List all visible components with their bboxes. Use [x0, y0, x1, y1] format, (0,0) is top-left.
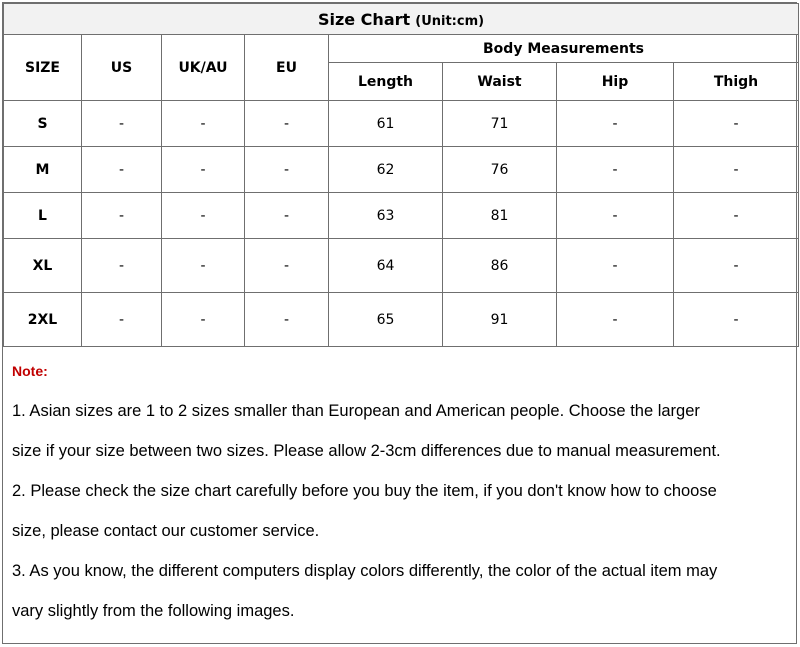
uk-au-cell: - — [162, 239, 245, 293]
header-row-1 — [4, 35, 799, 63]
column-header-waist: Waist — [443, 63, 557, 101]
waist-cell: 71 — [443, 101, 557, 147]
size-cell: XL — [4, 239, 82, 293]
size-cell: M — [4, 147, 82, 193]
hip-cell: - — [557, 293, 674, 347]
uk-au-cell: - — [162, 147, 245, 193]
waist-cell: 76 — [443, 147, 557, 193]
chart-unit: (Unit:cm) — [415, 13, 485, 29]
table-row — [4, 147, 799, 193]
column-header-eu: EU — [245, 35, 329, 101]
eu-cell: - — [245, 101, 329, 147]
table-row — [4, 193, 799, 239]
us-cell: - — [82, 193, 162, 239]
size-chart-table — [3, 3, 799, 347]
note-line: size if your size between two sizes. Please allow 2-3cm differences due to manual measurement. — [12, 442, 721, 460]
column-header-uk-au: UK/AU — [162, 35, 245, 101]
us-cell: - — [82, 101, 162, 147]
thigh-cell: - — [674, 293, 799, 347]
size-cell: L — [4, 193, 82, 239]
thigh-cell: - — [674, 239, 799, 293]
chart-title: Size Chart — [317, 9, 411, 29]
hip-cell: - — [557, 101, 674, 147]
us-cell: - — [82, 239, 162, 293]
size-cell: 2XL — [4, 293, 82, 347]
hip-cell: - — [557, 147, 674, 193]
length-cell: 61 — [329, 101, 443, 147]
size-cell: S — [4, 101, 82, 147]
note-line: 2. Please check the size chart carefully before you buy the item, if you don't know how to choose — [12, 482, 717, 500]
length-cell: 65 — [329, 293, 443, 347]
column-header-length: Length — [329, 63, 443, 101]
thigh-cell: - — [674, 147, 799, 193]
notes-section — [3, 351, 798, 643]
note-title: Note: — [12, 363, 48, 379]
length-cell: 62 — [329, 147, 443, 193]
note-line: 1. Asian sizes are 1 to 2 sizes smaller than European and American people. Choose the larger — [12, 402, 700, 420]
column-header-size: SIZE — [4, 35, 82, 101]
waist-cell: 91 — [443, 293, 557, 347]
thigh-cell: - — [674, 193, 799, 239]
us-cell: - — [82, 147, 162, 193]
uk-au-cell: - — [162, 293, 245, 347]
waist-cell: 86 — [443, 239, 557, 293]
size-chart-sheet — [2, 2, 797, 644]
thigh-cell: - — [674, 101, 799, 147]
column-header-thigh: Thigh — [674, 63, 799, 101]
note-line: vary slightly from the following images. — [12, 602, 295, 620]
uk-au-cell: - — [162, 101, 245, 147]
table-row — [4, 293, 799, 347]
length-cell: 63 — [329, 193, 443, 239]
column-group-body-measurements: Body Measurements — [329, 35, 799, 63]
note-line: size, please contact our customer service. — [12, 522, 320, 540]
eu-cell: - — [245, 239, 329, 293]
table-row — [4, 239, 799, 293]
column-header-us: US — [82, 35, 162, 101]
eu-cell: - — [245, 193, 329, 239]
eu-cell: - — [245, 147, 329, 193]
length-cell: 64 — [329, 239, 443, 293]
note-line: 3. As you know, the different computers display colors differently, the color of the actual item may — [12, 562, 718, 580]
column-header-hip: Hip — [557, 63, 674, 101]
us-cell: - — [82, 293, 162, 347]
waist-cell: 81 — [443, 193, 557, 239]
hip-cell: - — [557, 193, 674, 239]
eu-cell: - — [245, 293, 329, 347]
table-title-row — [4, 4, 799, 35]
table-row — [4, 101, 799, 147]
hip-cell: - — [557, 239, 674, 293]
uk-au-cell: - — [162, 193, 245, 239]
table-title — [4, 4, 799, 35]
